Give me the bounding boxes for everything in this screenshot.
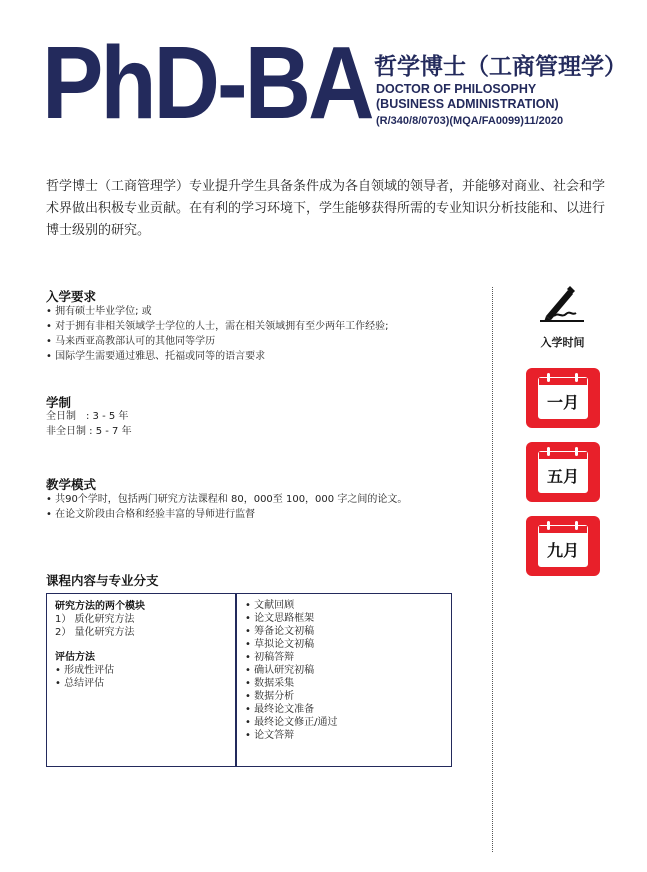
list-item: • 数据采集 [245,678,295,689]
research-methods-box [46,593,236,767]
accreditation-code: (R/340/8/0703)(MQA/FA0099)11/2020 [376,115,564,127]
list-item: • 拥有硕士毕业学位; 或 [46,306,152,317]
list-item: 1） 质化研究方法 [55,614,135,625]
list-item: • 数据分析 [245,691,295,702]
pen-writing-icon [540,286,584,322]
list-item: • 总结评估 [55,678,105,689]
list-item: 2） 量化研究方法 [55,627,135,638]
list-item: • 确认研究初稿 [245,665,315,676]
list-item: • 马来西亚高教部认可的其他同等学历 [46,336,216,347]
title-en-line-1: DOCTOR OF PHILOSOPHY [376,82,537,96]
modules-title: 研究方法的两个模块 [55,601,145,612]
calendar-icon [538,377,588,419]
list-item: • 草拟论文初稿 [245,639,315,650]
list-item: • 文献回顾 [245,600,295,611]
thesis-stages-box [236,593,452,767]
list-item: • 论文思路框架 [245,613,315,624]
intro-paragraph: 哲学博士（工商管理学）专业提升学生具备条件成为各自领域的领导者，并能够对商业、社会和学术界做出积极专业贡献。在有利的学习环境下，学生能够获得所需的专业知识分析技能和、以进行博士级别的研究。 [46,179,606,238]
program-title-english [376,82,559,112]
duration-title: 学制 [46,395,72,410]
list-item: • 在论文阶段由合格和经验丰富的导师进行监督 [46,509,256,520]
list-item: • 国际学生需要通过雅思、托福或同等的语言要求 [46,351,266,362]
list-item: • 对于拥有非相关领域学士学位的人士，需在相关领域拥有至少两年工作经验; [46,321,389,332]
program-title: PhD-BA [42,26,372,141]
intake-month: 五月 [546,467,579,486]
list-item: • 形成性评估 [55,665,115,676]
intake-month-card [526,516,600,576]
list-item: 非全日制 : 5 - 7 年 [46,426,132,437]
intake-month: 九月 [546,541,579,560]
header [42,26,642,141]
teaching-mode-title: 教学模式 [46,477,97,492]
intake-month-card [526,368,600,428]
list-item: • 论文答辩 [245,730,295,741]
list-item: • 最终论文修正/通过 [245,717,338,728]
calendar-icon [538,451,588,493]
divider [492,287,493,852]
intake-month: 一月 [546,393,579,412]
entry-requirements-list [46,304,388,364]
list-item: • 共90个学时，包括两门研究方法课程和 80，000至 100，000 字之间的论文。 [46,494,408,505]
calendar-icon [538,525,588,567]
list-item: • 最终论文准备 [245,704,315,715]
duration-list [46,409,132,439]
entry-requirements-title: 入学要求 [46,289,97,304]
list-item: • 筹备论文初稿 [245,626,315,637]
title-en-line-2: (BUSINESS ADMINISTRATION) [376,97,559,111]
intake-month-card [526,442,600,502]
list-item: • 初稿答辩 [245,652,295,663]
curriculum-title: 课程内容与专业分支 [46,573,159,588]
list-item: 全日制 : 3 - 5 年 [46,411,129,422]
intake-title: 入学时间 [540,336,585,349]
teaching-mode-list [46,492,407,522]
program-title-chinese: 哲学博士（工商管理学） [374,53,627,80]
assessment-title: 评估方法 [55,652,95,663]
